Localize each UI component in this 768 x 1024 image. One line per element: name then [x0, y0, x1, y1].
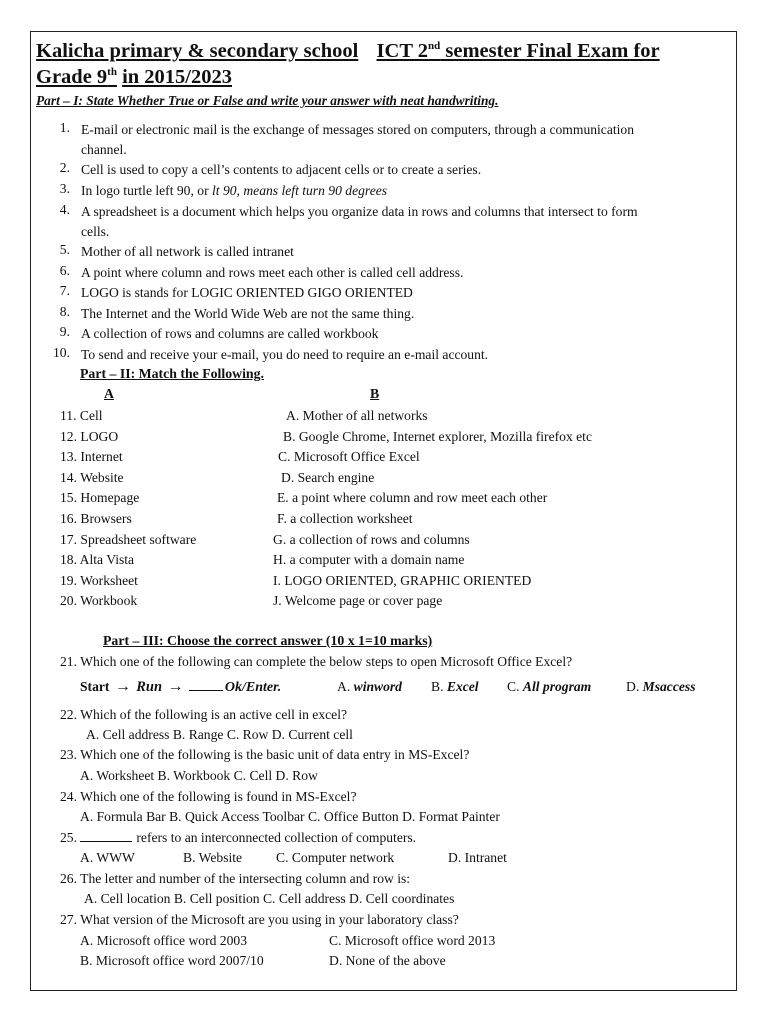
question-22-options: A. Cell address B. Range C. Row D. Current cell [86, 727, 353, 742]
match-item-right: A. Mother of all networks [286, 408, 428, 423]
question-25-option-c: C. Computer network [276, 850, 395, 865]
question-21: 21. Which one of the following can complete the below steps to open Microsoft Office Excel? [60, 654, 573, 669]
question-24: 24. Which one of the following is found in MS-Excel? [60, 789, 357, 804]
true-false-statement: A point where column and rows meet each other is called cell address. [81, 265, 464, 280]
question-23: 23. Which one of the following is the basic unit of data entry in MS-Excel? [60, 747, 470, 762]
question-number: 10. [53, 345, 70, 360]
true-false-statement: cells. [81, 224, 110, 239]
true-false-statement: E-mail or electronic mail is the exchange of messages stored on computers, through a communication [81, 122, 635, 137]
question-21-options [80, 677, 281, 699]
match-item-right: C. Microsoft Office Excel [278, 449, 420, 465]
part-1-heading: Part – I: State Whether True or False and write your answer with neat handwriting. [36, 93, 499, 108]
match-item-right: E. a point where column and row meet each other [277, 490, 548, 506]
match-item-left: 20. Workbook [60, 593, 138, 609]
match-item-left: 14. Website [60, 469, 124, 485]
match-item-left: 11. Cell [60, 408, 103, 423]
true-false-statement: A spreadsheet is a document which helps you organize data in rows and columns that intersect to form [81, 204, 638, 219]
part-2-heading: Part – II: Match the Following. [80, 366, 264, 381]
step-run: Run [136, 679, 163, 695]
question-27-option-b: B. Microsoft office word 2007/10 [80, 953, 264, 968]
exam-title-line-2 [36, 64, 232, 90]
match-item-right: B. Google Chrome, Internet explorer, Mozilla firefox etc [283, 428, 592, 444]
step-ok-enter: Ok/Enter. [224, 680, 282, 695]
match-item-right: I. LOGO ORIENTED, GRAPHIC ORIENTED [273, 572, 532, 588]
question-number: 9. [59, 324, 70, 339]
true-false-statement: LOGO is stands for LOGIC ORIENTED GIGO ORIENTED [81, 285, 413, 300]
arrow-right-icon: → [114, 678, 131, 695]
question-number: 4. [59, 202, 70, 217]
question-25: 25. refers to an interconnected collection of computers. [60, 830, 417, 845]
answer-blank [80, 829, 132, 842]
match-item-right: F. a collection worksheet [277, 511, 413, 526]
question-21-option-b: B. Excel [431, 679, 479, 694]
match-item-left: 12. LOGO [60, 428, 119, 444]
match-item-right: G. a collection of rows and columns [273, 531, 470, 547]
exam-title-line-1 [36, 38, 660, 64]
true-false-statement: Mother of all network is called intranet [81, 244, 294, 259]
true-false-statement: The Internet and the World Wide Web are not the same thing. [81, 306, 415, 321]
question-number: 1. [59, 120, 70, 135]
question-26-options: A. Cell location B. Cell position C. Cell address D. Cell coordinates [84, 891, 455, 906]
question-number: 3. [59, 181, 70, 196]
true-false-statement: channel. [81, 142, 127, 157]
question-number: 2. [59, 160, 70, 175]
true-false-statement: To send and receive your e-mail, you do need to require an e-mail account. [81, 347, 489, 362]
match-item-left: 16. Browsers [60, 511, 132, 526]
exam-year: in 2015/2023 [122, 66, 232, 88]
question-27-option-a: A. Microsoft office word 2003 [80, 933, 247, 948]
question-21-option-a: A. winword [337, 679, 402, 694]
match-item-left: 15. Homepage [60, 490, 140, 506]
question-21-option-c: C. All program [507, 679, 592, 694]
exam-name: ICT 2nd semester Final Exam for [376, 40, 660, 62]
match-item-left: 17. Spreadsheet software [60, 531, 197, 547]
true-false-statement: In logo turtle left 90, or lt 90, means left turn 90 degrees [81, 183, 388, 198]
grade: Grade 9th [36, 66, 117, 88]
column-b-header: B [370, 386, 380, 401]
question-27-option-d: D. None of the above [329, 953, 446, 968]
question-24-options: A. Formula Bar B. Quick Access Toolbar C. Office Button D. Format Painter [80, 809, 500, 824]
match-item-left: 18. Alta Vista [60, 552, 135, 568]
true-false-statement: A collection of rows and columns are called workbook [81, 326, 379, 341]
part-3-heading: Part – III: Choose the correct answer (10 x 1=10 marks) [103, 633, 433, 648]
match-item-left: 19. Worksheet [60, 572, 138, 588]
school-name: Kalicha primary & secondary school [36, 40, 359, 62]
question-22: 22. Which of the following is an active cell in excel? [60, 707, 348, 722]
match-item-left: 13. Internet [60, 449, 123, 465]
question-number: 7. [59, 283, 70, 298]
question-27: 27. What version of the Microsoft are you using in your laboratory class? [60, 912, 459, 927]
arrow-right-icon: → [167, 678, 184, 695]
question-26: 26. The letter and number of the intersecting column and row is: [60, 871, 411, 886]
step-start: Start [80, 679, 110, 694]
match-item-right: J. Welcome page or cover page [273, 593, 443, 609]
question-25-option-a: A. WWW [80, 850, 135, 865]
question-25-option-d: D. Intranet [448, 850, 507, 865]
answer-blank [189, 678, 223, 691]
match-item-right: H. a computer with a domain name [273, 552, 465, 568]
column-a-header: A [104, 386, 114, 401]
question-number: 5. [59, 242, 70, 257]
match-item-right: D. Search engine [281, 469, 375, 485]
true-false-statement: Cell is used to copy a cell’s contents to adjacent cells or to create a series. [81, 162, 482, 177]
question-number: 8. [59, 304, 70, 319]
question-25-option-b: B. Website [183, 850, 243, 865]
question-number: 6. [59, 263, 70, 278]
question-23-options: A. Worksheet B. Workbook C. Cell D. Row [80, 768, 318, 783]
question-21-option-d: D. Msaccess [626, 679, 696, 694]
question-27-option-c: C. Microsoft office word 2013 [329, 933, 496, 948]
